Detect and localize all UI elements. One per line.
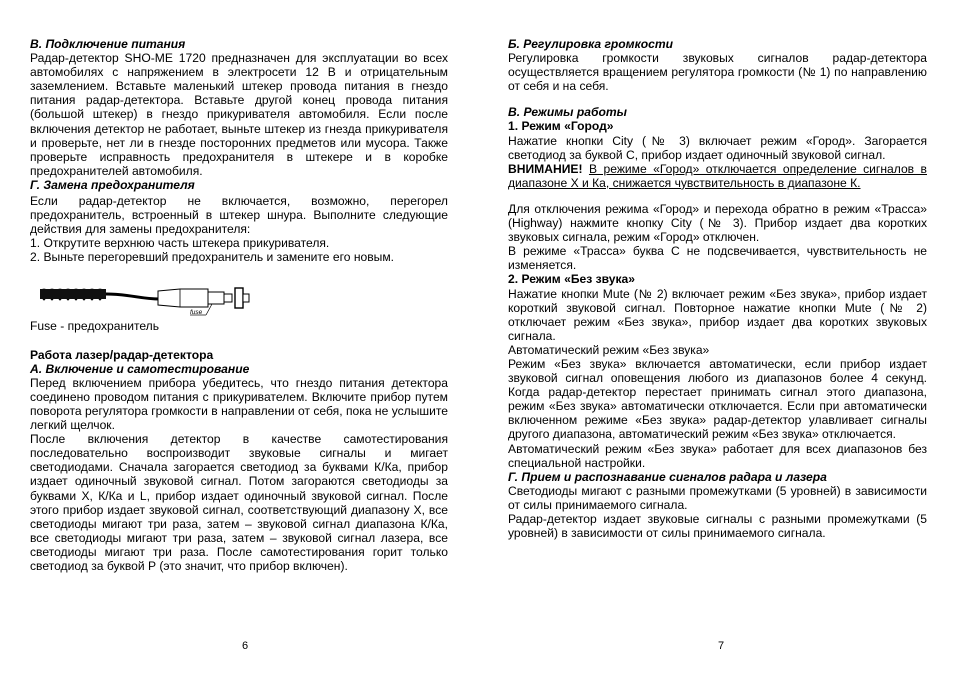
attention-paragraph <box>508 162 927 190</box>
signals-paragraph-1: Светодиоды мигают с разными промежутками (5 уровней) в зависимости от силы принимаемого сигнала. <box>508 483 927 512</box>
selftest-heading: А. Включение и самотестирование <box>30 361 250 376</box>
modes-heading: В. Режимы работы <box>508 105 627 120</box>
page-number-right: 7 <box>718 640 725 652</box>
attention-label: ВНИМАНИЕ! <box>508 161 583 176</box>
selftest-paragraph-2: После включения детектор в качестве самотестирования последовательно воспроизводит звуковые сигналы и мигает светодиодами. Сначала загорается светодиод за буквами К/Ка, прибор издает одиночный звуковой сигнал. Потом загораются светодиоды за буквами Х, К/Ка и L, прибор издает одиночный звуковой сигнал. После этого прибор издает звуковой сигнал, соответствующий диапазону Х, все светодиоды мигают три раза, затем – звуковой сигнал диапазона К/Ка, все светодиоды мигают три раза, затем – звуковой сигнал лазера, все светодиоды мигают три раза. После самотестирования горит только светодиод за буквой Р (это значит, что прибор включен). <box>30 432 448 573</box>
city-off-paragraph: Для отключения режима «Город» и перехода обратно в режим «Трасса» (Highway) нажмите кнопку City (№ 3). Прибор издает два коротких звуковых сигнала, режим «Город» отключен. <box>508 201 927 245</box>
city-paragraph: Нажатие кнопки City (№ 3) включает режим «Город». Загорается светодиод за буквой С, прибор издает одиночный звуковой сигнал. <box>508 133 927 162</box>
signals-paragraph-2: Радар-детектор издает звуковые сигналы с разными промежутками (5 уровней) в зависимости от силы принимаемого сигнала. <box>508 512 927 541</box>
left-page <box>30 37 448 573</box>
power-heading: В. Подключение питания <box>30 37 186 51</box>
right-page <box>508 37 927 540</box>
city-heading: 1. Режим «Город» <box>508 119 614 134</box>
attention-text: В режиме «Город» отключается определение сигналов в диапазоне Х и Ка, снижается чувствительность в диапазоне К. <box>508 161 927 190</box>
fuse-caption: Fuse - предохранитель <box>30 318 160 333</box>
mute-heading: 2. Режим «Без звука» <box>508 272 635 287</box>
volume-heading: Б. Регулировка громкости <box>508 37 674 51</box>
work-heading: Работа лазер/радар-детектора <box>30 347 214 362</box>
power-paragraph: Радар-детектор SHO-ME 1720 предназначен для эксплуатации во всех автомобилях с напряжением в электросети 12 В и отрицательным заземлением. Вставьте маленький штекер провода питания в гнездо питания радар-детектора. Вставьте другой конец провода питания (большой штекер) в гнездо прикуривателя автомобиля. Если после включения детектор не работает, выньте штекер из гнезда прикуривателя и проверьте, нет ли в гнезде посторонних предметов или мусора. Также проверьте исправность предохранителя в штекере и в коробке предохранителей автомобиля. <box>30 51 448 178</box>
fuse-step-1: 1. Открутите верхнюю часть штекера прикуривателя. <box>30 236 330 251</box>
fuse-paragraph: Если радар-детектор не включается, возможно, перегорел предохранитель, встроенный в штекер шнура. Выполните следующие действия для замены предохранителя: <box>30 194 448 237</box>
automute-heading: Автоматический режим «Без звука» <box>508 342 710 357</box>
highway-paragraph: В режиме «Трасса» буква С не подсвечивается, чувствительность не изменяется. <box>508 244 927 273</box>
automute-paragraph-2: Автоматический режим «Без звука» работает для всех диапазонов без специальной настройки. <box>508 441 927 470</box>
selftest-paragraph-1: Перед включением прибора убедитесь, что гнездо питания детектора соединено проводом питания с прикуривателем. Включите прибор путем поворота регулятора громкости в направлении от себя, пока не услышите легкий щелчок. <box>30 375 448 433</box>
mute-paragraph: Нажатие кнопки Mute (№ 2) включает режим «Без звука», прибор издает короткий звуковой сигнал. Повторное нажатие кнопки Mute (№ 2) отключает режим «Без звука», прибор издает два коротких звуковых сигнала. <box>508 286 927 343</box>
fuse-heading: Г. Замена предохранителя <box>30 177 195 192</box>
volume-paragraph: Регулировка громкости звуковых сигналов радар-детектора осуществляется вращением регулятора громкости (№ 1) по направлению от себя и на себя. <box>508 51 927 94</box>
signals-heading: Г. Прием и распознавание сигналов радара и лазера <box>508 469 827 484</box>
fuse-step-2: 2. Выньте перегоревший предохранитель и замените его новым. <box>30 250 395 265</box>
automute-paragraph-1: Режим «Без звука» включается автоматически, если прибор издает звуковой сигнал оповещения любого из диапазонов более 4 секунд. Когда радар-детектор перестает принимать сигнал этого диапазона, режим «Без звука» автоматически отключается. Если при автоматически включенном режиме «Без звука» радар-детектор улавливает сигналы другого диапазона, автоматический режим «Без звука» отключается. <box>508 356 927 442</box>
cigarette-plug-drawing <box>30 277 260 321</box>
fuse-plug-illustration <box>30 277 448 317</box>
page-number-left: 6 <box>242 640 249 652</box>
fuse-figure-label: fuse <box>190 308 203 316</box>
